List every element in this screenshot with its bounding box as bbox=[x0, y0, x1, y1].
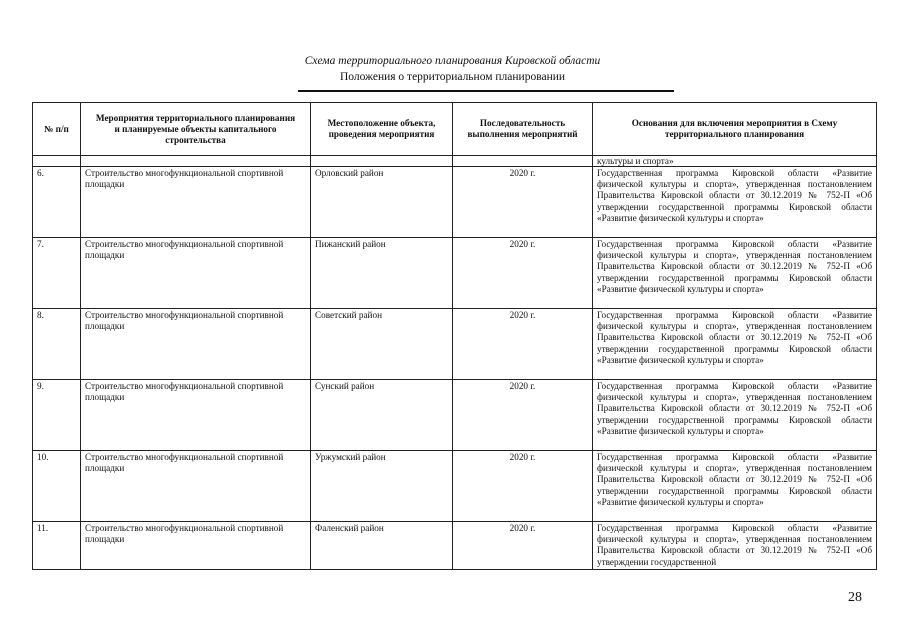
row-event: Строительство многофункциональной спортивной площадки bbox=[81, 522, 311, 570]
table-cell bbox=[33, 156, 81, 167]
row-year: 2020 г. bbox=[453, 380, 593, 451]
row-location: Советский район bbox=[311, 309, 453, 380]
planning-table bbox=[32, 102, 877, 570]
row-year: 2020 г. bbox=[453, 167, 593, 238]
table-cell bbox=[81, 156, 311, 167]
table-row bbox=[33, 451, 877, 522]
row-event: Строительство многофункциональной спортивной площадки bbox=[81, 451, 311, 522]
table-row bbox=[33, 309, 877, 380]
table-row bbox=[33, 380, 877, 451]
row-location: Пижанский район bbox=[311, 238, 453, 309]
table-row bbox=[33, 522, 877, 570]
row-location: Фаленский район bbox=[311, 522, 453, 570]
table-cell bbox=[453, 156, 593, 167]
row-basis: Государственная программа Кировской области «Развитие физической культуры и спорта», утвержденная постановлением Правительства Кировской области от 30.12.2019 № 752-П «Об утверждении государственной программы Кировской области «Развитие физической культуры и спорта» bbox=[593, 451, 877, 522]
row-location: Орловский район bbox=[311, 167, 453, 238]
row-event: Строительство многофункциональной спортивной площадки bbox=[81, 167, 311, 238]
row-year: 2020 г. bbox=[453, 238, 593, 309]
row-number: 8. bbox=[33, 309, 81, 380]
table-row bbox=[33, 238, 877, 309]
row-location: Сунский район bbox=[311, 380, 453, 451]
document-title: Схема территориального планирования Кировской области bbox=[304, 55, 601, 67]
row-basis: Государственная программа Кировской области «Развитие физической культуры и спорта», утвержденная постановлением Правительства Кировской области от 30.12.2019 № 752-П «Об утверждении государственной программы Кировской области «Развитие физической культуры и спорта» bbox=[593, 167, 877, 238]
row-basis: Государственная программа Кировской области «Развитие физической культуры и спорта», утвержденная постановлением Правительства Кировской области от 30.12.2019 № 752-П «Об утверждении государственной программы Кировской области «Развитие физической культуры и спорта» bbox=[593, 238, 877, 309]
column-header-sequence: Последовательность выполнения мероприятий bbox=[453, 103, 593, 156]
table-header-row bbox=[33, 103, 877, 156]
column-header-location: Местоположение объекта, проведения мероприятия bbox=[311, 103, 453, 156]
row-year: 2020 г. bbox=[453, 522, 593, 570]
row-number: 10. bbox=[33, 451, 81, 522]
table-cell bbox=[311, 156, 453, 167]
row-basis: Государственная программа Кировской области «Развитие физической культуры и спорта», утвержденная постановлением Правительства Кировской области от 30.12.2019 № 752-П «Об утверждении государственной программы Кировской области «Развитие физической культуры и спорта» bbox=[593, 309, 877, 380]
table-row bbox=[33, 167, 877, 238]
row-year: 2020 г. bbox=[453, 451, 593, 522]
row-location: Уржумский район bbox=[311, 451, 453, 522]
row-number: 7. bbox=[33, 238, 81, 309]
row-year: 2020 г. bbox=[453, 309, 593, 380]
row-event: Строительство многофункциональной спортивной площадки bbox=[81, 380, 311, 451]
page-number: 28 bbox=[848, 590, 862, 605]
row-number: 11. bbox=[33, 522, 81, 570]
row-event: Строительство многофункциональной спортивной площадки bbox=[81, 309, 311, 380]
column-header-number: № п/п bbox=[33, 103, 81, 156]
header-rule bbox=[298, 90, 674, 92]
continuation-text: культуры и спорта» bbox=[593, 156, 877, 167]
row-number: 6. bbox=[33, 167, 81, 238]
column-header-event: Мероприятия территориального планирования и планируемые объекты капитального строительства bbox=[81, 103, 311, 156]
row-event: Строительство многофункциональной спортивной площадки bbox=[81, 238, 311, 309]
column-header-basis: Основания для включения мероприятия в Схему территориального планирования bbox=[593, 103, 877, 156]
row-number: 9. bbox=[33, 380, 81, 451]
continuation-row bbox=[33, 156, 877, 167]
row-basis: Государственная программа Кировской области «Развитие физической культуры и спорта», утвержденная постановлением Правительства Кировской области от 30.12.2019 № 752-П «Об утверждении государственной bbox=[593, 522, 877, 570]
document-subtitle: Положения о территориальном планировании bbox=[339, 71, 566, 83]
row-basis: Государственная программа Кировской области «Развитие физической культуры и спорта», утвержденная постановлением Правительства Кировской области от 30.12.2019 № 752-П «Об утверждении государственной программы Кировской области «Развитие физической культуры и спорта» bbox=[593, 380, 877, 451]
